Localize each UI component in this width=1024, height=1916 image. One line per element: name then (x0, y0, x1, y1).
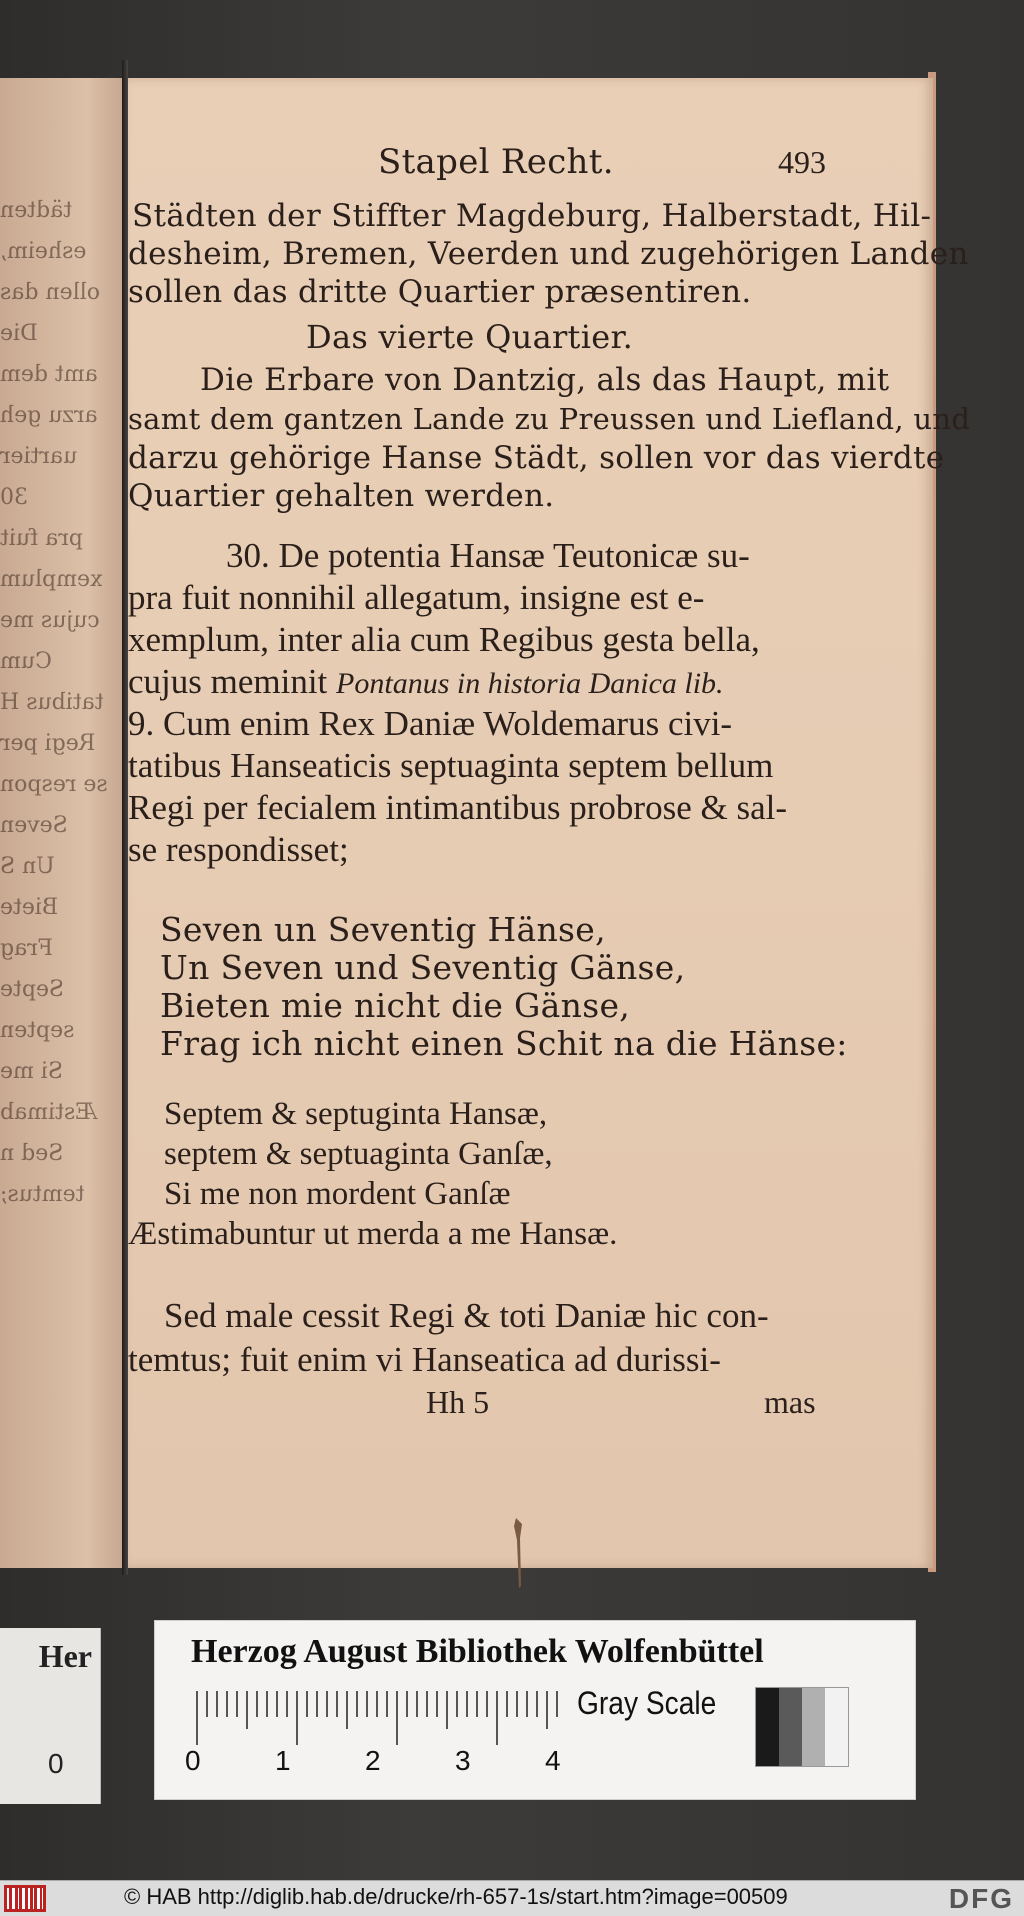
gray-swatch (802, 1688, 825, 1766)
ruler-number: 0 (185, 1745, 201, 1776)
text-line: temtus; fuit enim vi Hanseatica ad durissi- (128, 1340, 721, 1379)
barcode-icon (4, 1885, 46, 1912)
ghost-text: Un S (0, 854, 55, 879)
text-line: Städten der Stiffter Magdeburg, Halberstadt, Hil- (132, 198, 932, 234)
text-line: Regi per fecialem intimantibus probrose & sal- (128, 788, 787, 827)
ghost-text: ollen das (0, 280, 100, 305)
ghost-text: Si me (0, 1059, 63, 1084)
running-head: Stapel Recht. (378, 142, 614, 182)
copyright-link[interactable]: © HAB http://diglib.hab.de/drucke/rh-657-1s/start.htm?image=00509 (124, 1884, 788, 1909)
text-line: Quartier gehalten werden. (128, 478, 555, 514)
target-card-partial (0, 1628, 101, 1804)
scale-ruler (195, 1689, 575, 1749)
ghost-text: xemplum (0, 567, 103, 592)
text-line: pra fuit nonnihil allegatum, insigne est e- (128, 578, 705, 617)
ghost-text: Regi per (0, 731, 96, 756)
ghost-text: Æstimab (0, 1100, 98, 1125)
section-heading: Das vierte Quartier. (306, 318, 634, 356)
text-span: cujus meminit (128, 662, 337, 701)
text-line: samt dem gantzen Lande zu Preussen und Liefland, und (128, 402, 971, 436)
verse-line: Un Seven und Seventig Gänse, (160, 948, 686, 987)
text-line (128, 662, 724, 702)
ghost-text: Cum (0, 649, 52, 674)
verse-line: septem & septuaginta Ganſæ, (164, 1136, 553, 1172)
verse-line: Æstimabuntur ut merda a me Hansæ. (128, 1216, 618, 1252)
verse-line: Si me non mordent Ganſæ (164, 1176, 511, 1212)
ghost-text: tädten (0, 198, 73, 223)
ghost-text: cujus me (0, 608, 100, 633)
facing-page-sliver (0, 78, 124, 1568)
ghost-text: esheim, (0, 239, 87, 264)
ghost-text: Frag (0, 936, 53, 961)
ghost-text: Die (0, 321, 38, 346)
ghost-text: pra fuit (0, 526, 83, 551)
text-line: Die Erbare von Dantzig, als das Haupt, mit (200, 362, 890, 398)
book-page (128, 78, 971, 1568)
ghost-text: Sed n (0, 1141, 64, 1166)
ghost-text: septen (0, 1018, 75, 1043)
gray-swatch (825, 1688, 848, 1766)
ghost-text: amt dem (0, 362, 98, 387)
text-line: se respondisset; (128, 830, 349, 869)
library-name: Herzog August Bibliothek Wolfenbüttel (191, 1633, 764, 1670)
page-number: 493 (778, 144, 826, 180)
gray-scale-label: Gray Scale (577, 1685, 717, 1721)
card-title-partial: Her (38, 1638, 92, 1674)
ghost-text: temtus; (0, 1182, 85, 1207)
footer-bar (0, 1880, 1024, 1916)
gray-swatch (756, 1688, 779, 1766)
ghost-text: se respon (0, 772, 108, 797)
text-line: Sed male cessit Regi & toti Daniæ hic con- (164, 1296, 769, 1335)
verse-line: Bieten mie nicht die Gänse, (160, 986, 631, 1025)
ghost-text: Biete (0, 895, 59, 920)
verse-line: Frag ich nicht einen Schit na die Hänse: (160, 1024, 848, 1063)
gray-swatch (779, 1688, 802, 1766)
ruler-number: 1 (275, 1745, 291, 1776)
ghost-text: 30 (0, 485, 28, 510)
ghost-text: tatibus H (0, 690, 104, 715)
ghost-text: Septe (0, 977, 65, 1002)
ruler-number: 3 (455, 1745, 471, 1776)
text-line: tatibus Hanseaticis septuaginta septem bellum (128, 746, 774, 785)
text-line: sollen das dritte Quartier præsentiren. (128, 274, 752, 310)
gray-scale-swatches (755, 1687, 849, 1767)
ruler-number: 0 (48, 1748, 64, 1779)
catchword: mas (764, 1384, 816, 1420)
text-line: xemplum, inter alia cum Regibus gesta bella, (128, 620, 760, 659)
dfg-logo: DFG (948, 1883, 1014, 1914)
ghost-text: arzu geh (0, 403, 98, 428)
text-line: 9. Cum enim Rex Daniæ Woldemarus civi- (128, 704, 733, 743)
signature-mark: Hh 5 (426, 1384, 490, 1420)
color-target-card (154, 1620, 916, 1800)
text-line: desheim, Bremen, Veerden und zugehörigen Landen (128, 236, 969, 272)
verse-line: Septem & septuginta Hansæ, (164, 1096, 548, 1132)
ruler-numbers (185, 1745, 605, 1785)
verse-line: Seven un Seventig Hänse, (160, 910, 606, 949)
text-line: darzu gehörige Hanse Städt, sollen vor das vierdte (128, 440, 945, 476)
ruler-number: 4 (545, 1745, 561, 1776)
ink-mark (512, 1518, 526, 1588)
ghost-text: uartier (0, 444, 78, 469)
ruler-number: 2 (365, 1745, 381, 1776)
text-line: 30. De potentia Hansæ Teutonicæ su- (226, 536, 750, 575)
citation: Pontanus in historia Danica lib. (336, 667, 724, 700)
ghost-text: Seven (0, 813, 68, 838)
